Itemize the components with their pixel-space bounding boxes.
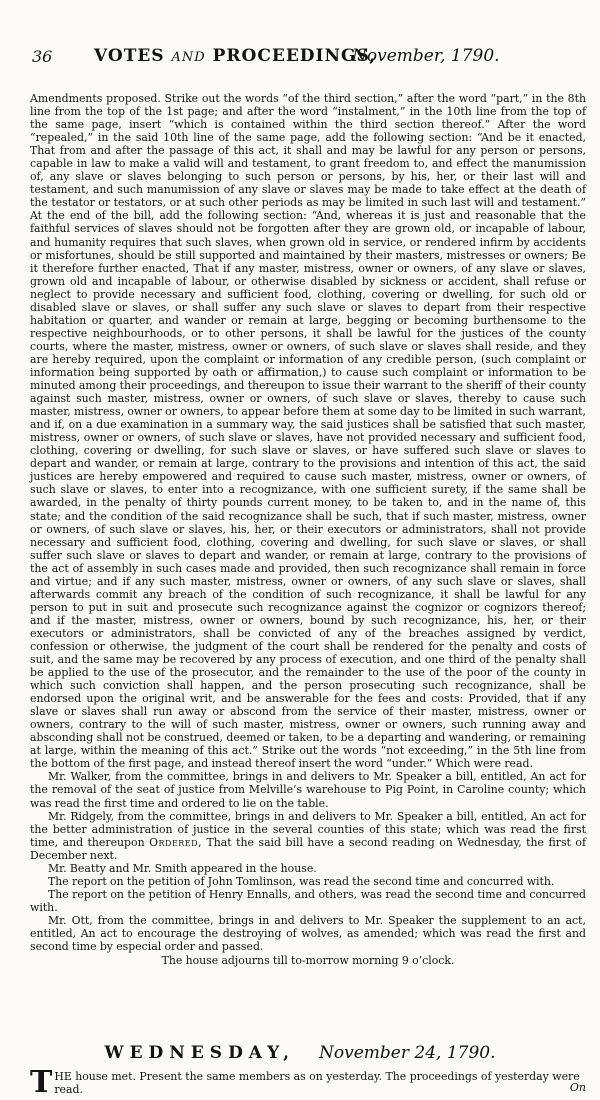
amendments-paragraph: Amendments proposed. Strike out the words “of the third section,” after the word “part,” in the 8th line from the top of the 1st page; and after the word “instalment,” in the 10th line from the top of the same page, insert “which is contained within the third section thereof.” After the word “repealed,” in the said 10th line of the same page, add the following section: “And be it enacted, That from and after the passage of this act, it shall and may be lawful for any person or persons, capable in law to make a valid will and testament, to grant freedom to, and effect the manumission of, any slave or slaves belonging to such person or persons, by his, her, or their last will and testament, and such manumission of any slave or slaves may be made to take effect at the death of the testator or testators, or at such other periods as may be limited in such last will and testament.” At the end of the bill, add the following section: “And, whereas it is just and reasonable that the faithful services of slaves should not be forgotten after they are grown old, or incapable of labour, and humanity requires that such slaves, when grown old in service, or rendered infirm by accidents or misfortunes, should be still supported and maintained by their masters, mistresses or owners; Be it therefore further enacted, That if any master, mistress, owner or owners, of any slave or slaves, grown old and incapable of labour, or otherwise disabled by sickness or accident, shall refuse or neglect to provide necessary and sufficient food, clothing, covering or dwelling, for such old or disabled slave or slaves, or shall suffer any such slave or slaves to depart from their respective habitation or quarter, and wander or remain at large, begging or becoming burthensome to the respective neighbourhoods, or to other persons, it shall be lawful for the justices of the county courts, where the master, mistress, owner or owners, of such slave or slaves shall reside, and they are hereby required, upon the complaint or information of any credible person, (such complaint or information being supported by oath or affirmation,) to cause such complaint or information to be minuted among their proceedings, and thereupon to issue their warrant to the sheriff of their county against such master, mistress, owner or owners, of such slave or slaves, thereby to cause such master, mistress, owner or owners, to appear before them at some day to be limited in such warrant, and if, on a due examination in a summary way, the said justices shall be satisfied that such master, mistress, owner or owners, of such slave or slaves, have not provided necessary and sufficient food, clothing, covering or dwelling, for such slave or slaves, or have suffered such slave or slaves to depart and wander, or remain at large, contrary to the provisions and intention of this act, the said justices are hereby empowered and required to cause such master, mistress, owner or owners, of such slave or slaves, to enter into a recognizance, with one sufficient surety, if the same shall be awarded, in the penalty of thirty pounds current money, to be taken to, and in the name of, this state; and the condition of the said recognizance shall be such, that if such master, mistress, owner or owners, of such slave or slaves, his, her, or their executors or administrators, shall not provide necessary and sufficient food, clothing, covering and dwelling, for such slave or slaves, or shall suffer such slave or slaves to depart and wander, or remain at large, contrary to the provisions of the act of assembly in such cases made and provided, then such recognizance shall remain in force and virtue; and if any such master, mistress, owner or owners, of any such slave or slaves, shall afterwards commit any breach of the condition of such recognizance, it shall be lawful for any person to put in suit and prosecute such recognizance against the cognizor or cognizors thereof; and if the master, mistress, owner or owners, bound by such recognizance, his, her, or their executors or administrators, shall be convicted of any of the breaches assigned by verdict, confession or otherwise, the judgment of the court shall be rendered for the penalty and costs of suit, and the same may be recovered by any process of execution, and one third of the penalty shall be applied to the use of the prosecutor, and the remainder to the use of the poor of the county in which such conviction shall happen, and the person prosecuting such recognizance, shall be endorsed upon the original writ, and be answerable for the fees and costs: Provided, that if any slave or slaves shall run away or abscond from the service of their master, mistress, owner or owners, contrary to the will of such master, mistress, owner or owners, such running away and absconding shall not be construed, deemed or taken, to be a departing and wandering, or remaining at large, within the meaning of this act.” Strike out the words “not exceeding,” in the 5th line from the bottom of the first page, and instead thereof insert the word “under.” Which were read.: [30, 92, 586, 771]
members-appeared-paragraph: Mr. Beatty and Mr. Smith appeared in the house.: [48, 861, 317, 875]
day-name: WEDNESDAY,: [104, 1043, 296, 1063]
title-votes: VOTES: [94, 46, 165, 66]
ridgely-text-1: Mr. Ridgely, from the committee, brings in and delivers to Mr. Speaker a bill, entitled, An act for the better administration of justice in the several counties of this state; which was read the first time, and thereupon: [30, 809, 586, 849]
title-and: AND: [171, 50, 206, 65]
catchword: On: [569, 1081, 586, 1094]
ordered-label: Ordered,: [149, 835, 203, 849]
tomlinson-report-paragraph: The report on the petition of John Tomlinson, was read the second time and concurred with.: [48, 874, 555, 888]
journal-title: [94, 46, 376, 66]
ridgely-text-2: That the said bill have a second reading on Wednesday, the first of December next.: [30, 835, 586, 862]
title-proceedings: PROCEEDINGS,: [212, 46, 377, 66]
ott-wolves-paragraph: Mr. Ott, from the committee, brings in and delivers to Mr. Speaker the supplement to an act, entitled, An act to encourage the destroying of wolves, as amended; which was read the first and second time by especial order and passed.: [30, 913, 586, 954]
walker-bill-paragraph: Mr. Walker, from the committee, brings in and delivers to Mr. Speaker a bill, entitled, An act for the removal of the seat of justice from Melville’s warehouse to Pig Point, in Caroline county; which was read the first time and ordered to lie on the table.: [30, 770, 586, 810]
header-date: November, 1790.: [352, 46, 500, 66]
day-date: November 24, 1790.: [319, 1043, 496, 1063]
adjournment-line: The house adjourns till to-morrow morning 9 o’clock.: [161, 954, 455, 968]
ennalls-report-paragraph: The report on the petition of Henry Ennalls, and others, was read the second time and concurred with.: [30, 887, 586, 914]
day-heading: [0, 1043, 600, 1067]
house-met-paragraph: [30, 1065, 586, 1100]
house-met-text: HE house met. Present the same members as on yesterday. The proceedings of yesterday were read.: [54, 1070, 580, 1096]
running-head: [0, 46, 600, 70]
ridgely-bill-paragraph: [30, 810, 586, 862]
body-text: [30, 92, 586, 967]
page-number: 36: [32, 47, 53, 66]
drop-cap: T: [30, 1065, 53, 1100]
